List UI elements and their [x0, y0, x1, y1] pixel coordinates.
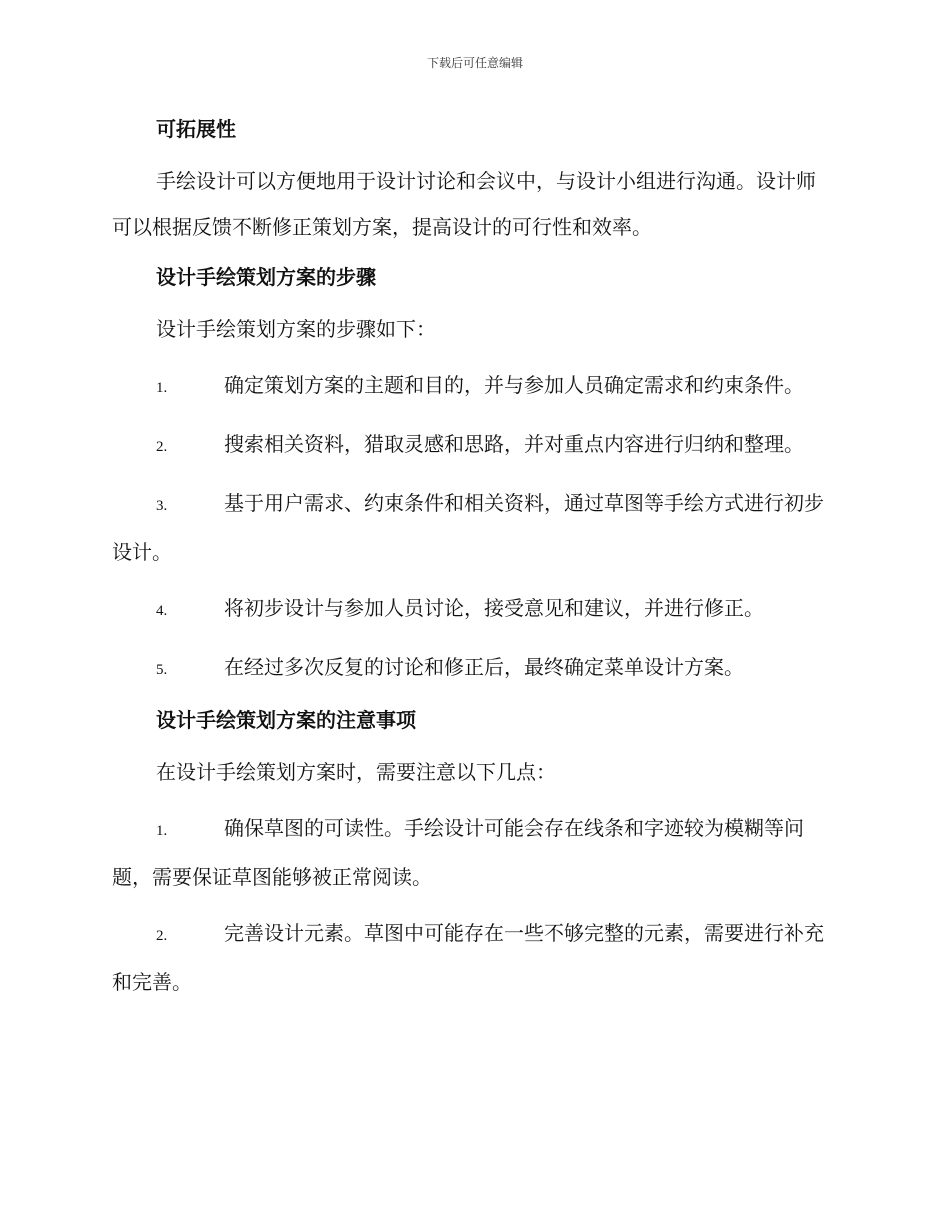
list-item-number: 4. [156, 603, 168, 619]
page-header: 下载后可任意编辑 [426, 56, 523, 70]
list-item-text: 在经过多次反复的讨论和修正后，最终确定菜单设计方案。 [224, 655, 744, 679]
list-item [112, 644, 834, 693]
list-item-text: 基于用户需求、约束条件和相关资料，通过草图等手绘方式进行初步设计。 [112, 491, 824, 564]
list-item [112, 480, 834, 575]
paragraph-steps-intro: 设计手绘策划方案的步骤如下： [156, 317, 436, 341]
list-item-number: 2. [156, 439, 168, 455]
list-item-number: 2. [156, 928, 168, 944]
section-title-steps: 设计手绘策划方案的步骤 [156, 265, 376, 289]
list-item-text: 完善设计元素。草图中可能存在一些不够完整的元素，需要进行补充和完善。 [112, 921, 824, 994]
list-item-text: 将初步设计与参加人员讨论，接受意见和建议，并进行修正。 [224, 596, 764, 620]
list-item [112, 421, 834, 470]
list-item [112, 585, 834, 634]
list-item-number: 5. [156, 662, 168, 678]
section-title-extensibility: 可拓展性 [156, 117, 236, 141]
list-item-number: 1. [156, 823, 168, 839]
list-item [112, 362, 834, 411]
list-item-text: 搜索相关资料，猎取灵感和思路，并对重点内容进行归纳和整理。 [224, 432, 804, 456]
list-item-number: 3. [156, 498, 168, 514]
paragraph-notes-intro: 在设计手绘策划方案时，需要注意以下几点： [156, 760, 556, 784]
list-item-number: 1. [156, 380, 168, 396]
list-item-text: 确定策划方案的主题和目的，并与参加人员确定需求和约束条件。 [224, 373, 804, 397]
list-item [112, 910, 834, 1005]
section-title-notes: 设计手绘策划方案的注意事项 [156, 708, 416, 732]
list-item [112, 805, 834, 900]
paragraph-extensibility: 手绘设计可以方便地用于设计讨论和会议中，与设计小组进行沟通。设计师可以根据反馈不断修正策划方案，提高设计的可行性和效率。 [112, 169, 816, 239]
document-body [112, 112, 834, 1015]
list-item-text: 确保草图的可读性。手绘设计可能会存在线条和字迹较为模糊等问题，需要保证草图能够被正常阅读。 [112, 816, 804, 889]
